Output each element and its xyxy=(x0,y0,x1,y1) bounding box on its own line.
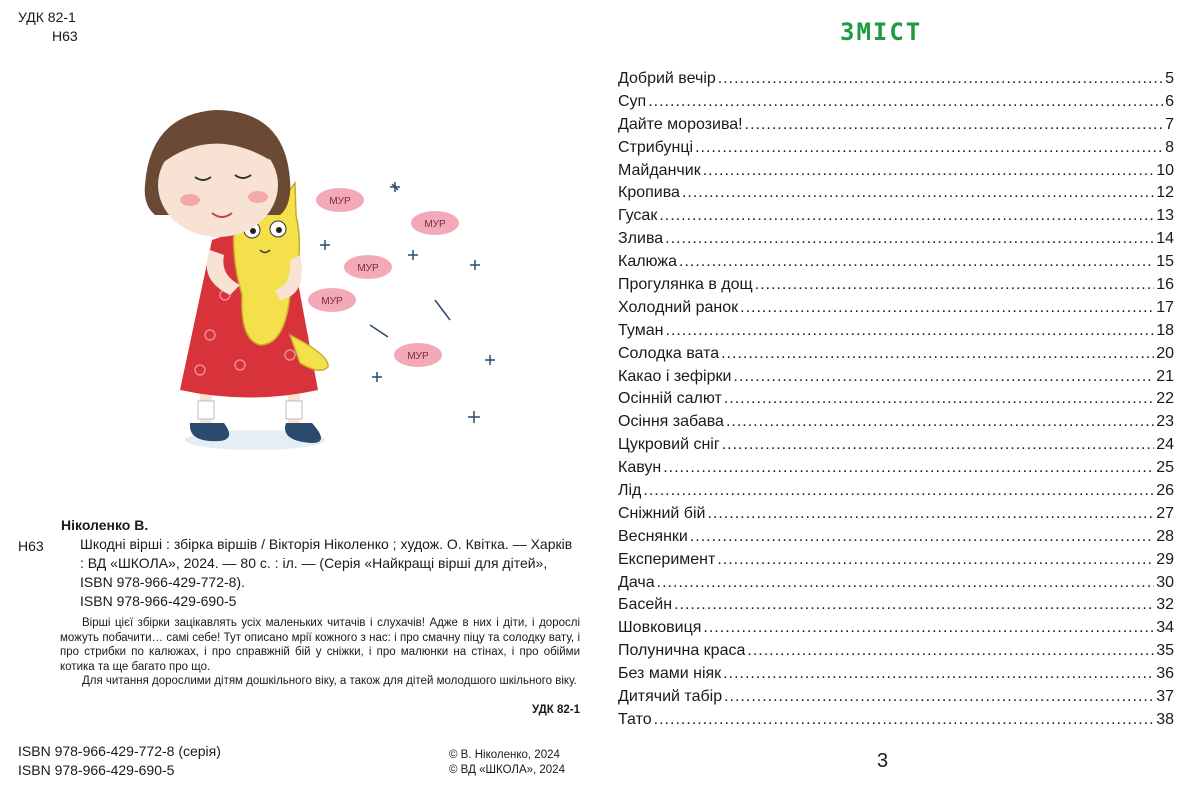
annotation xyxy=(60,616,580,717)
toc-entry-page: 14 xyxy=(1156,230,1174,248)
toc-entry-page: 6 xyxy=(1165,92,1174,110)
toc-entry-page: 27 xyxy=(1156,504,1174,522)
toc-entry-title: Майданчик xyxy=(618,161,701,179)
toc-entry[interactable] xyxy=(618,619,1174,642)
toc-leader-dots xyxy=(747,642,1154,660)
toc-entry[interactable] xyxy=(618,93,1174,116)
record-author: Ніколенко В. xyxy=(61,517,149,533)
toc-entry[interactable] xyxy=(618,116,1174,139)
toc-entry-title: Калюжа xyxy=(618,253,677,271)
toc-entry[interactable] xyxy=(618,505,1174,528)
toc-entry-title: Дача xyxy=(618,573,655,591)
toc-leader-dots xyxy=(723,665,1154,683)
table-of-contents xyxy=(618,70,1174,734)
mur-bubble xyxy=(308,288,356,312)
toc-entry-page: 21 xyxy=(1156,367,1174,385)
toc-entry-title: Без мами ніяк xyxy=(618,665,722,683)
toc-leader-dots xyxy=(745,116,1163,134)
toc-entry-title: Цукровий сніг xyxy=(618,436,720,454)
toc-leader-dots xyxy=(707,505,1154,523)
toc-entry[interactable] xyxy=(618,459,1174,482)
svg-text:МУР: МУР xyxy=(321,296,343,307)
toc-leader-dots xyxy=(654,711,1155,729)
toc-entry-title: Дитячий табір xyxy=(618,688,723,706)
toc-entry[interactable] xyxy=(618,482,1174,505)
toc-entry-title: Стрибунці xyxy=(618,138,694,156)
mur-bubble xyxy=(344,255,392,279)
toc-entry-page: 17 xyxy=(1156,298,1174,316)
toc-entry-title: Прогулянка в дощ xyxy=(618,276,753,294)
toc-entry-page: 34 xyxy=(1156,619,1174,637)
udk-header xyxy=(18,8,78,46)
isbn-block xyxy=(18,742,221,780)
mur-bubble xyxy=(316,188,364,212)
toc-entry[interactable] xyxy=(618,596,1174,619)
toc-entry-title: Гусак xyxy=(618,207,658,225)
toc-leader-dots xyxy=(690,528,1154,546)
mur-bubble xyxy=(394,343,442,367)
svg-text:МУР: МУР xyxy=(357,263,379,274)
toc-entry[interactable] xyxy=(618,162,1174,185)
toc-leader-dots xyxy=(721,345,1154,363)
toc-leader-dots xyxy=(755,276,1155,294)
toc-entry[interactable] xyxy=(618,70,1174,93)
toc-entry-page: 32 xyxy=(1156,596,1174,614)
toc-entry-title: Суп xyxy=(618,92,647,110)
toc-entry[interactable] xyxy=(618,345,1174,368)
svg-text:МУР: МУР xyxy=(329,196,351,207)
toc-entry[interactable] xyxy=(618,276,1174,299)
toc-entry-page: 12 xyxy=(1156,184,1174,202)
toc-entry[interactable] xyxy=(618,413,1174,436)
copyright-block xyxy=(449,748,565,778)
toc-entry-page: 7 xyxy=(1165,115,1174,133)
annotation-paragraph-1: Вірші цієї збірки зацікавлять усіх маленьких читачів і слухачів! Адже в них і діти, і дорослі можуть побачити… самі себе! Тут описано мрії кожного з нас: і про смачну піцу та солодку вату, і про стрибки по калюжах, і про справжній бій у сніжки, і про малюнки на стінах, і про обійми котика та ще багато про що. xyxy=(60,617,580,673)
toc-leader-dots xyxy=(724,390,1154,408)
toc-entry-page: 15 xyxy=(1156,253,1174,271)
toc-entry[interactable] xyxy=(618,253,1174,276)
toc-entry-page: 24 xyxy=(1156,436,1174,454)
toc-entry-title: Злива xyxy=(618,230,664,248)
toc-entry[interactable] xyxy=(618,711,1174,734)
toc-leader-dots xyxy=(733,368,1154,386)
toc-leader-dots xyxy=(665,322,1154,340)
toc-entry-page: 18 xyxy=(1156,321,1174,339)
toc-entry[interactable] xyxy=(618,642,1174,665)
toc-entry-page: 35 xyxy=(1156,642,1174,660)
toc-entry-title: Какао і зефірки xyxy=(618,367,732,385)
record-code: Н63 xyxy=(18,538,44,554)
toc-entry-page: 23 xyxy=(1156,413,1174,431)
toc-entry-title: Осінній салют xyxy=(618,390,722,408)
toc-entry-title: Веснянки xyxy=(618,527,688,545)
udk-label: УДК 82-1 xyxy=(18,9,76,25)
toc-entry[interactable] xyxy=(618,184,1174,207)
toc-entry-title: Експеримент xyxy=(618,550,716,568)
toc-entry[interactable] xyxy=(618,436,1174,459)
toc-leader-dots xyxy=(657,574,1155,592)
toc-entry-title: Басейн xyxy=(618,596,673,614)
toc-leader-dots xyxy=(740,299,1154,317)
copyright-author: © В. Ніколенко, 2024 xyxy=(449,749,560,761)
author-sign: Н63 xyxy=(52,28,78,44)
toc-entry-title: Тато xyxy=(618,710,652,728)
toc-title: ЗМІСТ xyxy=(840,18,923,46)
toc-entry-title: Полунична краса xyxy=(618,642,746,660)
toc-leader-dots xyxy=(643,482,1154,500)
toc-entry-page: 30 xyxy=(1156,573,1174,591)
toc-entry-page: 29 xyxy=(1156,550,1174,568)
toc-leader-dots xyxy=(722,436,1155,454)
record-isbn: ISBN 978-966-429-690-5 xyxy=(80,593,237,609)
toc-entry[interactable] xyxy=(618,665,1174,688)
toc-leader-dots xyxy=(726,413,1154,431)
svg-text:МУР: МУР xyxy=(407,351,429,362)
record-description: Шкодні вірші : збірка віршів / Вікторія Ніколенко ; худож. О. Квітка. — Харків : ВД «ШКОЛА», 2024. — 80 с. : іл. — (Серія «Найкращі вірші для дітей», ISBN 978-966-429-772-8). xyxy=(80,536,573,590)
annotation-udk: УДК 82-1 xyxy=(532,703,580,716)
toc-leader-dots xyxy=(679,253,1154,271)
toc-entry-title: Сніжний бій xyxy=(618,504,706,522)
toc-leader-dots xyxy=(663,459,1154,477)
toc-leader-dots xyxy=(682,184,1154,202)
toc-entry-page: 13 xyxy=(1156,207,1174,225)
toc-leader-dots xyxy=(695,139,1163,157)
toc-leader-dots xyxy=(648,93,1163,111)
toc-entry-title: Шовковиця xyxy=(618,619,702,637)
toc-entry-page: 22 xyxy=(1156,390,1174,408)
toc-leader-dots xyxy=(724,688,1154,706)
toc-entry[interactable] xyxy=(618,207,1174,230)
toc-entry-page: 5 xyxy=(1165,70,1174,87)
left-sock xyxy=(198,401,214,419)
toc-entry[interactable] xyxy=(618,139,1174,162)
toc-entry-title: Лід xyxy=(618,482,642,500)
toc-entry-title: Туман xyxy=(618,321,664,339)
toc-leader-dots xyxy=(718,70,1163,88)
toc-leader-dots xyxy=(665,230,1154,248)
toc-entry[interactable] xyxy=(618,528,1174,551)
toc-entry[interactable] xyxy=(618,368,1174,391)
toc-entry[interactable] xyxy=(618,322,1174,345)
girl-with-cat-illustration xyxy=(140,105,500,465)
toc-entry-title: Солодка вата xyxy=(618,344,720,362)
toc-entry-title: Кропива xyxy=(618,184,680,202)
toc-entry-page: 28 xyxy=(1156,527,1174,545)
toc-entry[interactable] xyxy=(618,390,1174,413)
toc-entry[interactable] xyxy=(618,230,1174,253)
bibliographic-record xyxy=(18,516,578,611)
toc-entry-title: Кавун xyxy=(618,459,662,477)
toc-entry-title: Дайте морозива! xyxy=(618,115,743,133)
toc-entry-page: 38 xyxy=(1156,710,1174,728)
toc-entry-title: Осіння забава xyxy=(618,413,724,431)
mur-bubble xyxy=(411,211,459,235)
toc-entry[interactable] xyxy=(618,299,1174,322)
toc-leader-dots xyxy=(659,207,1154,225)
toc-entry-title: Добрий вечір xyxy=(618,70,716,87)
isbn-book: ISBN 978-966-429-690-5 xyxy=(18,762,175,778)
page-number: 3 xyxy=(877,750,889,772)
toc-entry-page: 36 xyxy=(1156,665,1174,683)
toc-entry-page: 20 xyxy=(1156,344,1174,362)
toc-leader-dots xyxy=(717,551,1154,569)
annotation-paragraph-2: Для читання дорослими дітям дошкільного віку, а також для дітей молодшого шкільного віку. xyxy=(82,675,577,687)
toc-leader-dots xyxy=(703,619,1154,637)
isbn-series: ISBN 978-966-429-772-8 (серія) xyxy=(18,743,221,759)
toc-leader-dots xyxy=(703,162,1155,180)
toc-entry-page: 26 xyxy=(1156,482,1174,500)
toc-entry-page: 8 xyxy=(1165,138,1174,156)
toc-entry[interactable] xyxy=(618,688,1174,711)
toc-entry[interactable] xyxy=(618,551,1174,574)
toc-entry[interactable] xyxy=(618,574,1174,597)
right-sock xyxy=(286,401,302,419)
svg-text:МУР: МУР xyxy=(424,219,446,230)
toc-entry-page: 37 xyxy=(1156,688,1174,706)
toc-entry-page: 16 xyxy=(1156,276,1174,294)
toc-entry-title: Холодний ранок xyxy=(618,298,739,316)
record-body xyxy=(18,535,578,592)
toc-leader-dots xyxy=(674,596,1154,614)
toc-entry-page: 25 xyxy=(1156,459,1174,477)
toc-entry-page: 10 xyxy=(1156,161,1174,179)
copyright-publisher: © ВД «ШКОЛА», 2024 xyxy=(449,764,565,776)
